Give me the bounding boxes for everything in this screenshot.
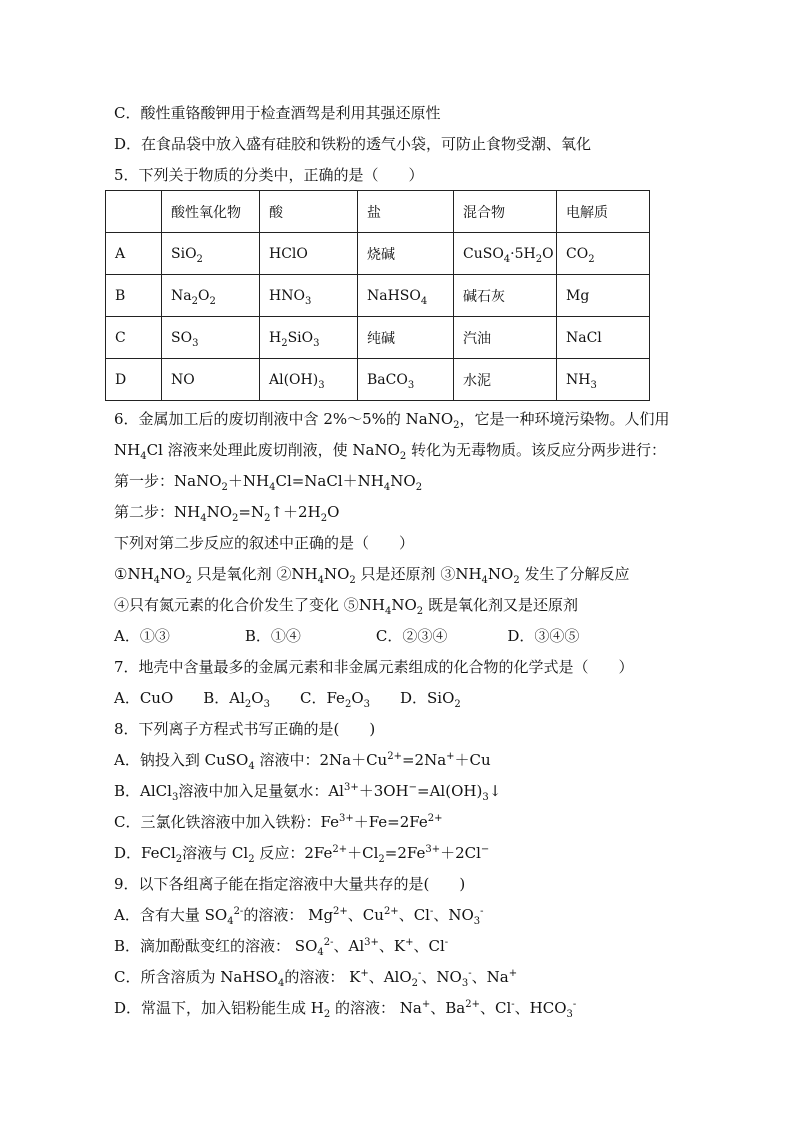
table-cell: $CuSO_4\cdot 5H_2O$ xyxy=(454,233,557,275)
table-header-cell: 盐 xyxy=(358,191,454,233)
table-cell: $Al(OH)_3$ xyxy=(260,359,358,401)
text-line-q9c: C．所含溶质为 NaHSO$_4$的溶液： K+、AlO$_2$-、$NO_3^-$、Na+ xyxy=(114,968,518,989)
table-cell: NO xyxy=(162,359,260,401)
text-line-q6q: 下列对第二步反应的叙述中正确的是（ ） xyxy=(114,534,415,552)
text-line-q6a: 6．金属加工后的废切削液中含 2%～5%的 NaNO$_2$，它是一种环境污染物。人们用 xyxy=(114,410,670,431)
text-line-q8a: A．钠投入到 CuSO$_4$ 溶液中：$2Na+Cu^{2+}=2Na^++Cu$ xyxy=(114,751,491,772)
text-line-q5: 5．下列关于物质的分类中，正确的是（ ） xyxy=(114,166,424,184)
table-cell: $CO_2$ xyxy=(557,233,650,275)
text-line-q4d: D．在食品袋中放入盛有硅胶和铁粉的透气小袋，可防止食物受潮、氧化 xyxy=(114,135,592,153)
table-cell: C xyxy=(106,317,162,359)
table-row xyxy=(106,359,650,401)
table-cell: B xyxy=(106,275,162,317)
text-line-q7: 7．地壳中含量最多的金属元素和非金属元素组成的化合物的化学式是（ ） xyxy=(114,658,634,676)
table-header-cell: 酸性氧化物 xyxy=(162,191,260,233)
table-cell: 烧碱 xyxy=(358,233,454,275)
table-cell: $Na_2O_2$ xyxy=(162,275,260,317)
text-line-q6b: $NH_4Cl$ 溶液来处理此废切削液，使 NaNO$_2$ 转化为无毒物质。该反应分两步进行： xyxy=(114,441,667,462)
table-cell: $HNO_3$ xyxy=(260,275,358,317)
table-row xyxy=(106,317,650,359)
text-line-q6s2: 第二步：$NH_4NO_2=N_2↑+2H_2O$ xyxy=(114,503,340,524)
table-cell: $H_2SiO_3$ xyxy=(260,317,358,359)
table-cell: 水泥 xyxy=(454,359,557,401)
text-line-q7ans: A．CuO B．$Al_2O_3$ C．$Fe_2O_3$ D．SiO$_2$ xyxy=(114,689,461,710)
text-line-q4c: C．酸性重铬酸钾用于检查酒驾是利用其强还原性 xyxy=(114,104,441,122)
text-line-q6s1: 第一步：$NaNO_2+NH_4Cl=NaCl+NH_4NO_2$ xyxy=(114,472,423,493)
table-header-cell: 酸 xyxy=(260,191,358,233)
text-line-q6ans: A．①③ B．①④ C．②③④ D．③④⑤ xyxy=(114,627,580,645)
table-cell: $NH_3$ xyxy=(557,359,650,401)
table-cell: $SO_3$ xyxy=(162,317,260,359)
text-line-q6o1: $①NH_4NO_2$ 只是氧化剂 $②NH_4NO_2$ 只是还原剂 $③NH_4NO_2$ 发生了分解反应 xyxy=(114,565,630,586)
table-cell: D xyxy=(106,359,162,401)
text-line-q9: 9．以下各组离子能在指定溶液中大量共存的是( ) xyxy=(114,875,466,893)
table-row xyxy=(106,275,650,317)
text-line-q8c: C．三氯化铁溶液中加入铁粉：$Fe^{3+}+Fe=2Fe^{2+}$ xyxy=(114,813,443,831)
table-header-cell xyxy=(106,191,162,233)
classification-table xyxy=(105,190,650,401)
text-line-q8d: D．FeCl$_2$溶液与 $Cl_2$ 反应：$2Fe^{2+}+Cl_2=2Fe^{3+}+2Cl^-$ xyxy=(114,844,490,865)
table-cell: 碱石灰 xyxy=(454,275,557,317)
table-cell: A xyxy=(106,233,162,275)
text-line-q6o2: ④只有氮元素的化合价发生了变化 $⑤NH_4NO_2$ 既是氧化剂又是还原剂 xyxy=(114,596,578,617)
table-cell: 汽油 xyxy=(454,317,557,359)
text-line-q9a: A．含有大量 $SO_4^{2-}$的溶液： $Mg^{2+}$、$Cu^{2+}$、Cl-、$NO_3^-$ xyxy=(114,906,484,927)
table-row xyxy=(106,233,650,275)
table-cell: HClO xyxy=(260,233,358,275)
table-cell: SiO$_2$ xyxy=(162,233,260,275)
text-line-q9b: B．滴加酚酞变红的溶液： $SO_4^{2-}$、$Al^{3+}$、K+、Cl- xyxy=(114,937,449,958)
table-cell: Mg xyxy=(557,275,650,317)
table-header-cell: 混合物 xyxy=(454,191,557,233)
text-line-q9d: D．常温下，加入铝粉能生成 $H_2$ 的溶液： Na+、$Ba^{2+}$、Cl-、$HCO_3^-$ xyxy=(114,999,577,1020)
table-header-cell: 电解质 xyxy=(557,191,650,233)
table-cell: NaCl xyxy=(557,317,650,359)
table-cell: 纯碱 xyxy=(358,317,454,359)
text-line-q8: 8．下列离子方程式书写正确的是( ) xyxy=(114,720,376,738)
table-cell: NaHSO$_4$ xyxy=(358,275,454,317)
text-line-q8b: B．AlCl$_3$溶液中加入足量氨水：$Al^{3+}+3OH^-=Al(OH)_3↓$ xyxy=(114,782,502,803)
table-header-row xyxy=(106,191,650,233)
table-cell: BaCO$_3$ xyxy=(358,359,454,401)
